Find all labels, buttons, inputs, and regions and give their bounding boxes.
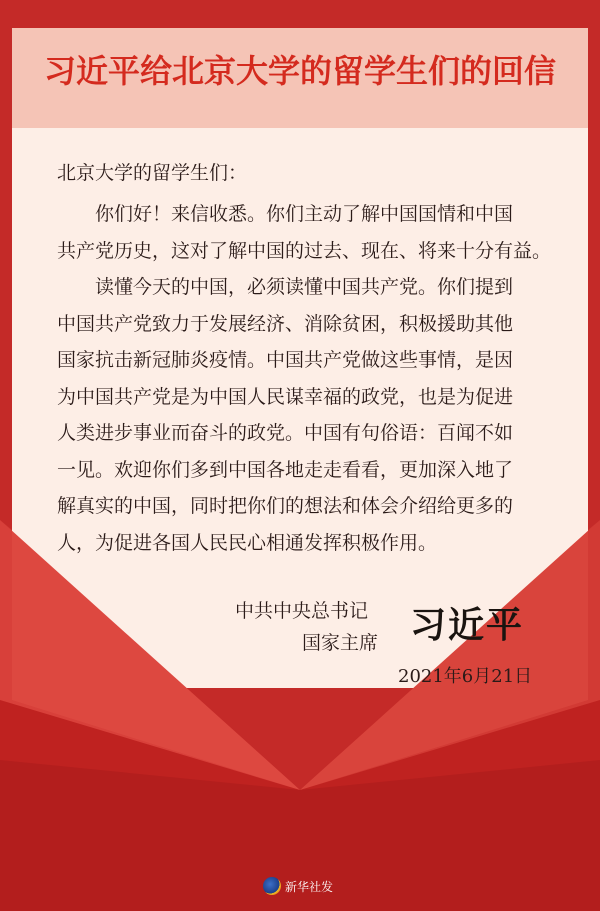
letter-line: 你们好！来信收悉。你们主动了解中国国情和中国 (57, 203, 514, 225)
globe-icon (263, 877, 281, 895)
letter-line: 解真实的中国，同时把你们的想法和体会介绍给更多的 (57, 495, 514, 517)
letter-line: 人类进步事业而奋斗的政党。中国有句俗语：百闻不如 (57, 422, 514, 444)
letter-line: 人，为促进各国人民民心相通发挥积极作用。 (57, 531, 438, 554)
xinhua-logo-text: 新华社发 (285, 879, 334, 894)
letter-line: 读懂今天的中国，必须读懂中国共产党。你们提到 (57, 276, 514, 298)
signature-name: 习近平 (410, 605, 525, 646)
signature-title-general-secretary: 中共中央总书记 (235, 600, 369, 622)
letter-line: 国家抗击新冠肺炎疫情。中国共产党做这些事情，是因 (57, 349, 514, 371)
letter-line: 中国共产党致力于发展经济、消除贫困，积极援助其他 (57, 312, 514, 335)
letter-salutation: 北京大学的留学生们： (57, 162, 248, 184)
page-title: 习近平给北京大学的留学生们的回信 (43, 52, 556, 90)
signature-date: 2021年6月21日 (398, 666, 533, 687)
letter-line: 共产党历史，这对了解中国的过去、现在、将来十分有益。 (57, 239, 552, 262)
xinhua-logo (263, 875, 333, 897)
letter-line: 为中国共产党是为中国人民谋幸福的政党，也是为促进 (57, 385, 514, 408)
signature-title-president: 国家主席 (302, 632, 379, 654)
letter-line: 一见。欢迎你们多到中国各地走走看看，更加深入地了 (57, 458, 514, 481)
letter-body (57, 202, 557, 567)
